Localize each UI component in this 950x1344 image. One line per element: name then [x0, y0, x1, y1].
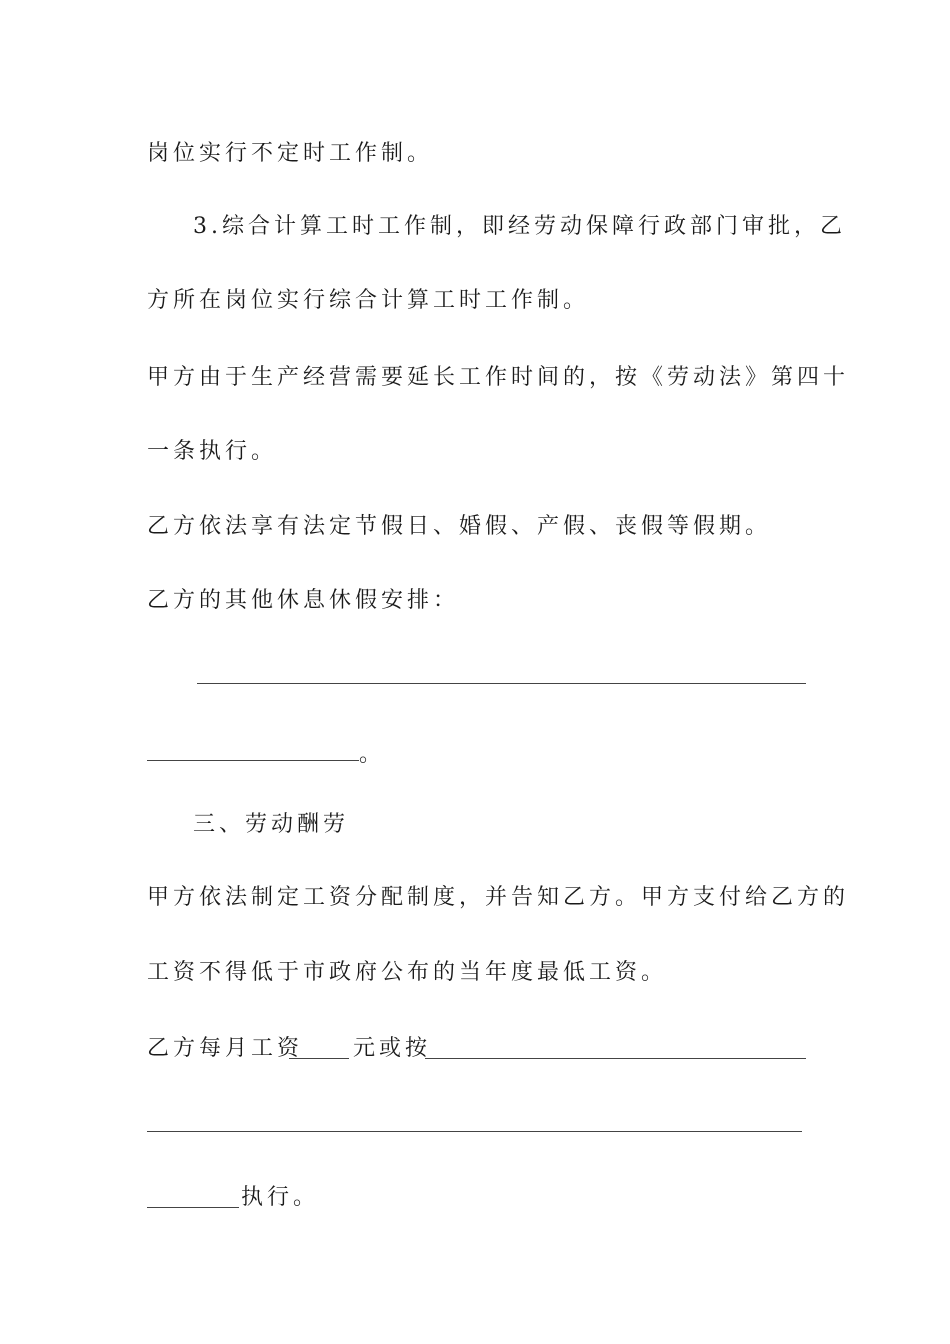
paragraph-text: 甲方依法制定工资分配制度，并告知乙方。甲方支付给乙方的	[147, 885, 850, 910]
fill-in-blank-line[interactable]	[147, 760, 359, 761]
fill-in-blank-line[interactable]	[197, 683, 806, 684]
paragraph-text: 方所在岗位实行综合计算工时工作制。	[147, 288, 590, 313]
paragraph-text: 乙方的其他休息休假安排：	[147, 588, 460, 613]
fill-in-blank-line[interactable]	[147, 1131, 802, 1132]
paragraph-text: 甲方由于生产经营需要延长工作时间的，按《劳动法》第四十	[147, 365, 850, 390]
period-mark: 。	[359, 742, 386, 767]
section-heading: 三、劳动酬劳	[193, 812, 350, 837]
paragraph-text: 乙方依法享有法定节假日、婚假、产假、丧假等假期。	[147, 514, 772, 539]
paragraph-text: 一条执行。	[147, 439, 278, 464]
paragraph-text: 3.综合计算工时工作制，即经劳动保障行政部门审批，乙	[193, 214, 846, 239]
wage-clause-start: 乙方每月工资	[147, 1036, 304, 1061]
paragraph-text: 工资不得低于市政府公布的当年度最低工资。	[147, 960, 668, 985]
wage-method-blank[interactable]	[425, 1058, 806, 1059]
wage-amount-blank[interactable]	[289, 1058, 349, 1059]
paragraph-text: 岗位实行不定时工作制。	[147, 141, 434, 166]
wage-clause-middle: 元或按	[353, 1036, 432, 1061]
fill-in-blank-line[interactable]	[147, 1207, 239, 1208]
paragraph-text: 执行。	[241, 1185, 320, 1210]
